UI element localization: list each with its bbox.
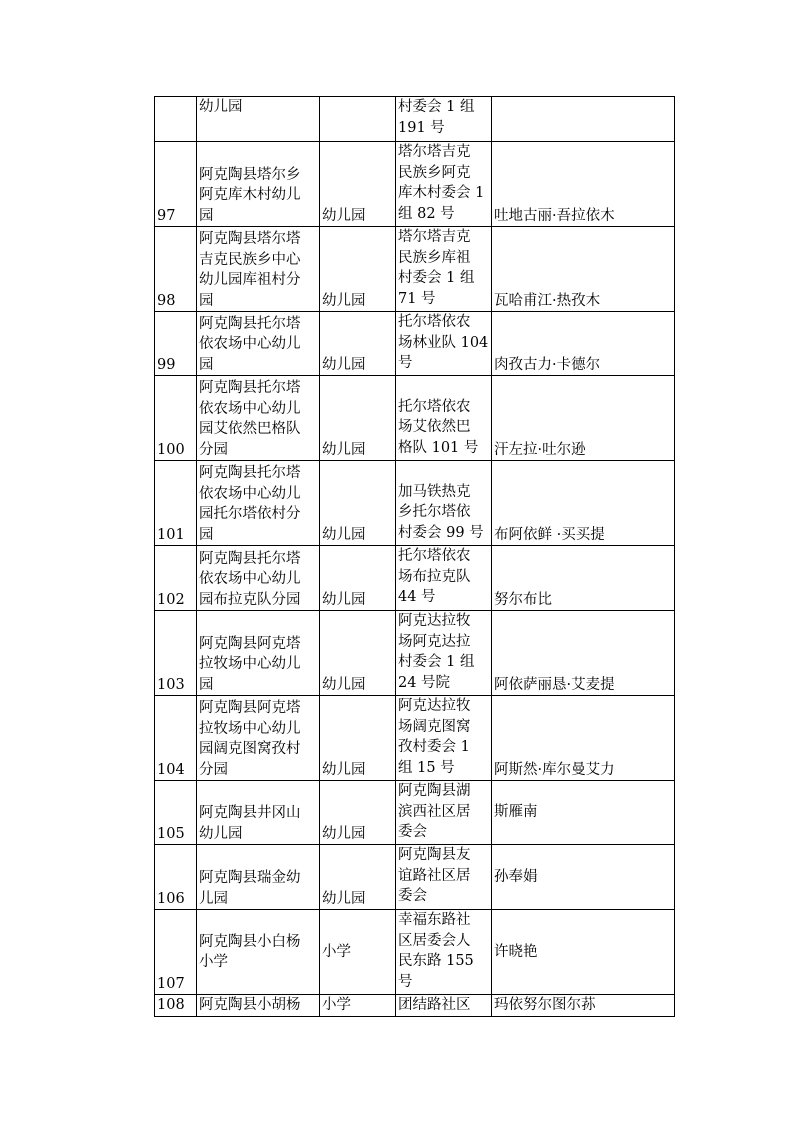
address-cell: 塔尔塔吉克 民族乡阿克 库木村委会 1 组 82 号 [396,142,492,227]
school-name-cell: 阿克陶县井冈山 幼儿园 [197,781,320,845]
address-cell: 团结路社区 [396,995,492,1017]
table-row [155,312,675,376]
contact-person-cell: 孙奉娟 [492,845,675,910]
row-number-cell: 108 [155,995,197,1017]
school-name-cell: 幼儿园 [197,97,320,142]
contact-person-cell: 肉孜古力·卡德尔 [492,312,675,376]
address-cell: 塔尔塔吉克 民族乡库祖 村委会 1 组 71 号 [396,227,492,312]
address-cell: 加马铁热克 乡托尔塔依 村委会 99 号 [396,461,492,546]
contact-person-cell: 玛依努尔图尔荪 [492,995,675,1017]
table-row [155,227,675,312]
school-type-cell: 幼儿园 [320,781,396,845]
school-name-cell: 阿克陶县阿克塔 拉牧场中心幼儿 园 [197,611,320,696]
school-type-cell [320,97,396,142]
table-row [155,461,675,546]
address-cell: 阿克达拉牧 场阔克图窝 孜村委会 1 组 15 号 [396,696,492,781]
row-number-cell: 100 [155,376,197,461]
school-name-cell: 阿克陶县小胡杨 [197,995,320,1017]
contact-person-cell: 布阿依鲜 ·买买提 [492,461,675,546]
school-type-cell: 幼儿园 [320,376,396,461]
table-row [155,845,675,910]
address-cell: 托尔塔依农 场布拉克队 44 号 [396,546,492,611]
row-number-cell [155,97,197,142]
address-cell: 阿克陶县湖 滨西社区居 委会 [396,781,492,845]
school-type-cell: 小学 [320,910,396,995]
table-row [155,611,675,696]
address-cell: 村委会 1 组 191 号 [396,97,492,142]
row-number-cell: 105 [155,781,197,845]
table-row [155,97,675,142]
school-type-cell: 幼儿园 [320,611,396,696]
contact-person-cell: 瓦哈甫江·热孜木 [492,227,675,312]
school-name-cell: 阿克陶县小白杨 小学 [197,910,320,995]
school-table [154,96,675,1017]
row-number-cell: 98 [155,227,197,312]
school-type-cell: 幼儿园 [320,312,396,376]
row-number-cell: 99 [155,312,197,376]
address-cell: 托尔塔依农 场林业队 104 号 [396,312,492,376]
table-row [155,995,675,1017]
school-type-cell: 幼儿园 [320,227,396,312]
school-name-cell: 阿克陶县瑞金幼 儿园 [197,845,320,910]
address-cell: 幸福东路社 区居委会人 民东路 155 号 [396,910,492,995]
table-row [155,376,675,461]
contact-person-cell: 阿依萨丽恳·艾麦提 [492,611,675,696]
contact-person-cell: 努尔布比 [492,546,675,611]
address-cell: 阿克达拉牧 场阿克达拉 村委会 1 组 24 号院 [396,611,492,696]
table-row [155,546,675,611]
row-number-cell: 97 [155,142,197,227]
contact-person-cell: 斯雁南 [492,781,675,845]
address-cell: 托尔塔依农 场艾依然巴 格队 101 号 [396,376,492,461]
contact-person-cell: 阿斯然·库尔曼艾力 [492,696,675,781]
row-number-cell: 101 [155,461,197,546]
school-type-cell: 幼儿园 [320,142,396,227]
school-name-cell: 阿克陶县阿克塔 拉牧场中心幼儿 园阔克图窝孜村 分园 [197,696,320,781]
school-name-cell: 阿克陶县塔尔乡 阿克库木村幼儿 园 [197,142,320,227]
row-number-cell: 103 [155,611,197,696]
school-name-cell: 阿克陶县托尔塔 依农场中心幼儿 园艾依然巴格队 分园 [197,376,320,461]
contact-person-cell: 吐地古丽·吾拉依木 [492,142,675,227]
school-name-cell: 阿克陶县托尔塔 依农场中心幼儿 园托尔塔依村分 园 [197,461,320,546]
contact-person-cell: 许晓艳 [492,910,675,995]
table-row [155,910,675,995]
row-number-cell: 107 [155,910,197,995]
school-type-cell: 幼儿园 [320,696,396,781]
contact-person-cell: 汗左拉·吐尔逊 [492,376,675,461]
contact-person-cell [492,97,675,142]
row-number-cell: 106 [155,845,197,910]
row-number-cell: 104 [155,696,197,781]
table-row [155,696,675,781]
school-name-cell: 阿克陶县塔尔塔 吉克民族乡中心 幼儿园库祖村分 园 [197,227,320,312]
school-name-cell: 阿克陶县托尔塔 依农场中心幼儿 园布拉克队分园 [197,546,320,611]
address-cell: 阿克陶县友 谊路社区居 委会 [396,845,492,910]
school-type-cell: 幼儿园 [320,845,396,910]
school-type-cell: 幼儿园 [320,546,396,611]
school-type-cell: 幼儿园 [320,461,396,546]
table-row [155,142,675,227]
table-row [155,781,675,845]
row-number-cell: 102 [155,546,197,611]
school-type-cell: 小学 [320,995,396,1017]
school-name-cell: 阿克陶县托尔塔 依农场中心幼儿 园 [197,312,320,376]
